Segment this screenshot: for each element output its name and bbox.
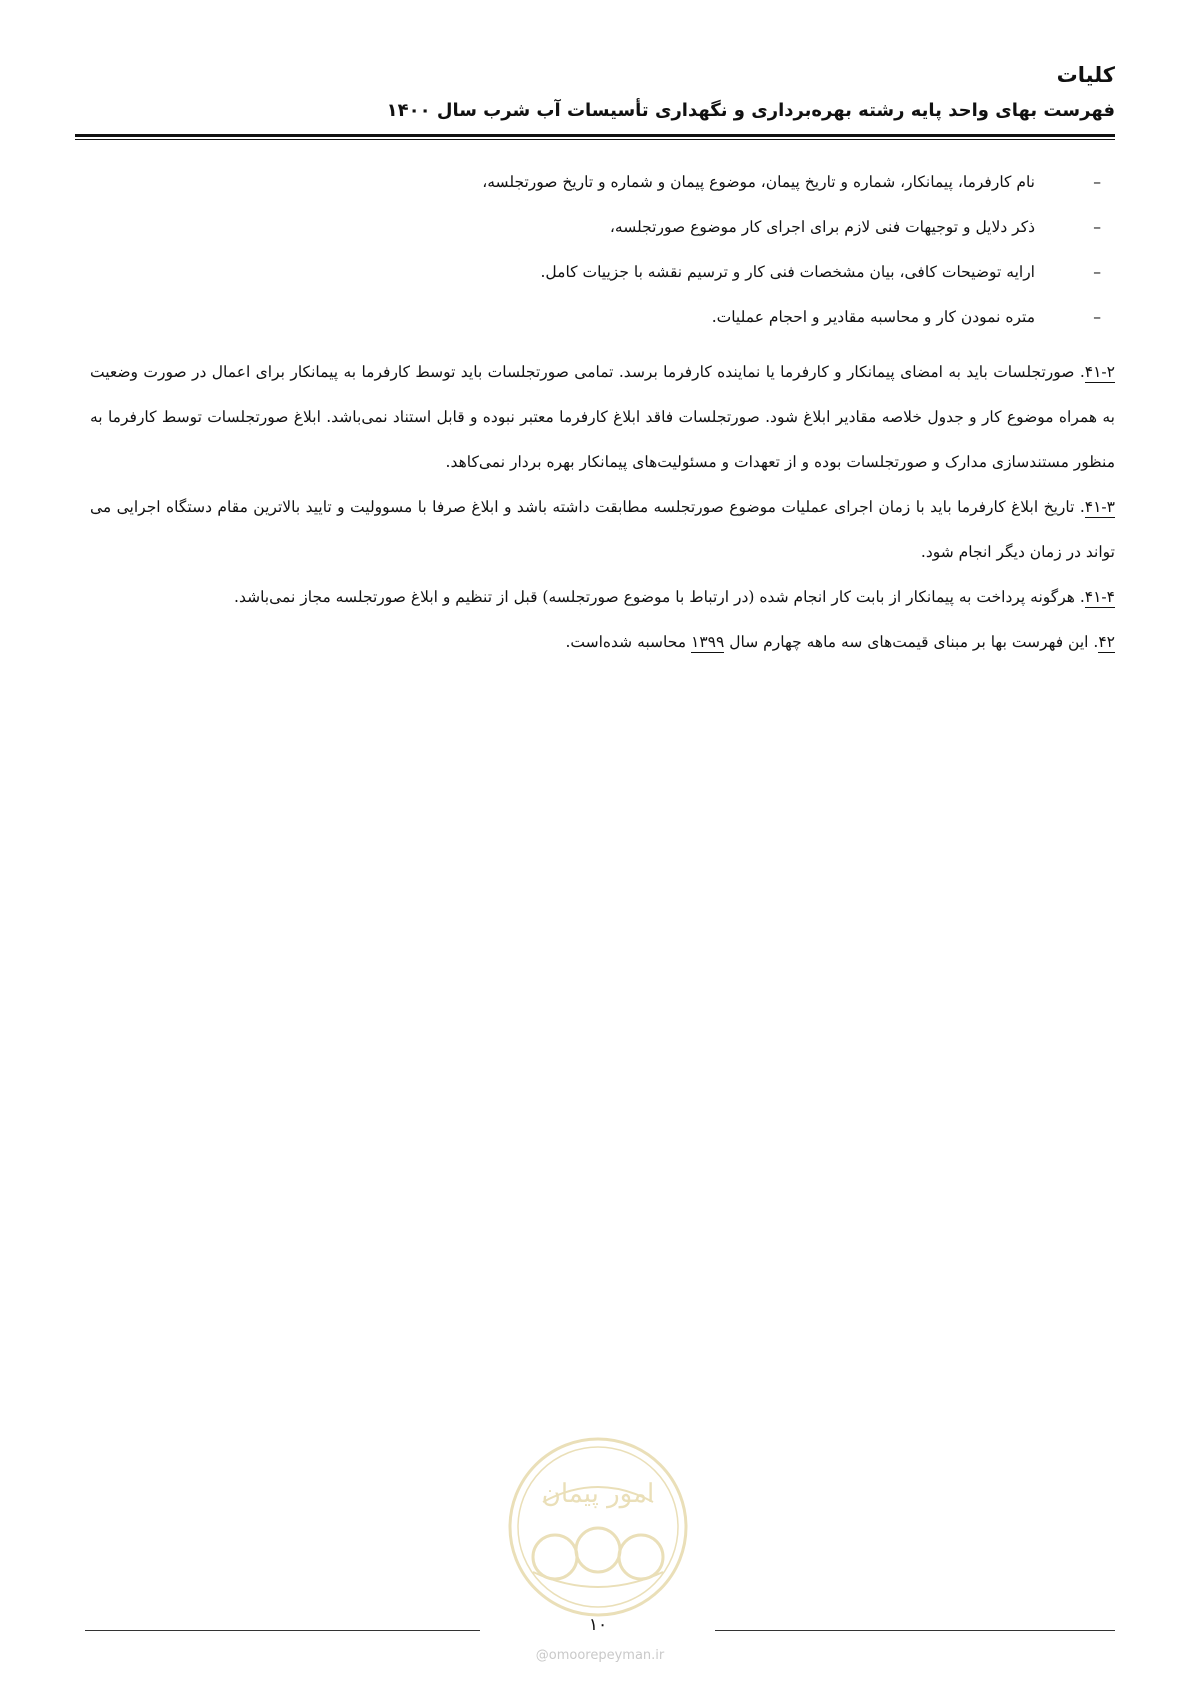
footer-rule-right bbox=[715, 1630, 1115, 1631]
header-rule bbox=[75, 134, 1115, 140]
clause-text-end: محاسبه شده‌است. bbox=[565, 633, 691, 651]
watermark-logo-icon bbox=[503, 1432, 693, 1622]
section-title: کلیات bbox=[1056, 63, 1115, 87]
bullet-item bbox=[90, 170, 1115, 194]
clause-paragraph bbox=[90, 575, 1115, 620]
bullet-dash: – bbox=[1093, 218, 1101, 236]
bullet-text: نام کارفرما، پیمانکار، شماره و تاریخ پیمان، موضوع پیمان و شماره و تاریخ صورتجلسه، bbox=[482, 173, 1035, 191]
document-body bbox=[90, 170, 1115, 665]
clause-number: ۴۱-۳ bbox=[1084, 498, 1115, 516]
clause-text: . این فهرست بها بر مبنای قیمت‌های سه ماهه چهارم سال bbox=[724, 633, 1099, 651]
clause-paragraph bbox=[90, 485, 1115, 575]
bullet-item bbox=[90, 260, 1115, 284]
clause-number: ۴۱-۴ bbox=[1084, 588, 1115, 606]
site-watermark: @omoorepeyman.ir bbox=[535, 1648, 665, 1663]
bullet-dash: – bbox=[1093, 308, 1101, 326]
page-number: ۱۰ bbox=[588, 1615, 608, 1635]
clause-text: . تاریخ ابلاغ کارفرما باید با زمان اجرای عملیات موضوع صورتجلسه مطابقت داشته باشد و ابلاغ صرفا با مسوولیت و تایید بالاترین مقام دستگاه اجرایی می تواند در زمان دیگر انجام شود. bbox=[90, 498, 1115, 561]
watermark-text: امور پیمان bbox=[541, 1479, 655, 1509]
bullet-text: متره نمودن کار و محاسبه مقادیر و احجام عملیات. bbox=[711, 308, 1035, 326]
bullet-dash: – bbox=[1093, 263, 1101, 281]
bullet-text: ذکر دلایل و توجیهات فنی لازم برای اجرای کار موضوع صورتجلسه، bbox=[609, 218, 1035, 236]
clause-number: ۴۲ bbox=[1098, 633, 1115, 651]
clause-paragraph bbox=[90, 350, 1115, 485]
clause-text: . صورتجلسات باید به امضای پیمانکار و کارفرما یا نماینده کارفرما برسد. تمامی صورتجلسات باید توسط کارفرما به پیمانکار برای اعمال در صورت وضعیت به همراه موضوع کار و جدول خلاصه مقادیر ابلاغ شود. صورتجلسات فاقد ابلاغ کارفرما معتبر نبوده و قابل استناد نمی‌باشد. ابلاغ صورتجلسات توسط کارفرما به منظور مستندسازی مدارک و صورتجلسات بوده و از تعهدات و مسئولیت‌های پیمانکار بهره بردار نمی‌کاهد. bbox=[90, 363, 1115, 471]
bullet-item bbox=[90, 215, 1115, 239]
bullet-text: ارایه توضیحات کافی، بیان مشخصات فنی کار و ترسیم نقشه با جزییات کامل. bbox=[540, 263, 1035, 281]
bullet-item bbox=[90, 305, 1115, 329]
clause-text: . هرگونه پرداخت به پیمانکار از بابت کار انجام شده (در ارتباط با موضوع صورتجلسه) قبل از تنظیم و ابلاغ صورتجلسه مجاز نمی‌باشد. bbox=[234, 588, 1085, 606]
footer-rule-left bbox=[85, 1630, 480, 1631]
clause-paragraph bbox=[90, 620, 1115, 665]
bullet-dash: – bbox=[1093, 173, 1101, 191]
document-title: فهرست بهای واحد پایه رشته بهره‌برداری و نگهداری تأسیسات آب شرب سال ۱۴۰۰ bbox=[386, 100, 1115, 121]
clause-number: ۴۱-۲ bbox=[1084, 363, 1115, 381]
base-year: ۱۳۹۹ bbox=[691, 633, 725, 651]
page-header bbox=[75, 58, 1115, 128]
